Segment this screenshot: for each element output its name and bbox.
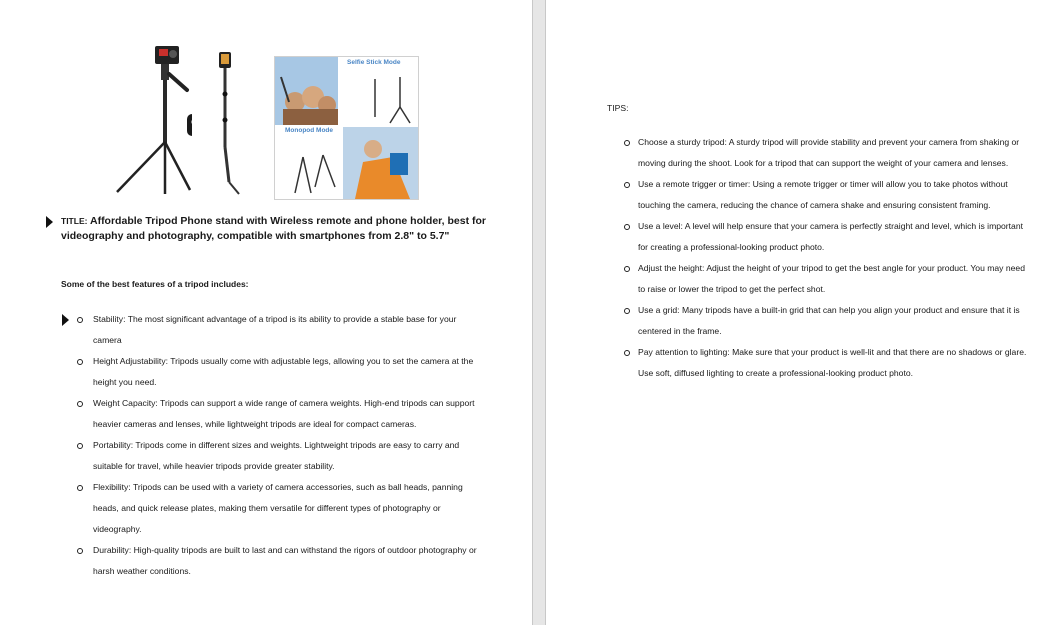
bullet-circle-icon <box>624 266 630 272</box>
list-item <box>62 309 482 351</box>
page-divider <box>532 0 533 625</box>
title-text: Affordable Tripod Phone stand with Wireless remote and phone holder, best for videography and photography, compatible with smartphones from 2.8" to 5.7" <box>61 215 487 242</box>
bullet-circle-icon <box>624 140 630 146</box>
usage-modes-photo <box>274 56 419 200</box>
tip-text: Use a remote trigger or timer: Using a remote trigger or timer will allow you to take photos without touching the camera, reducing the chance of camera shake and ensuring consistent framing. <box>638 179 1008 210</box>
list-item <box>624 132 1029 174</box>
bullet-circle-icon <box>77 443 83 449</box>
features-heading: Some of the best features of a tripod includes: <box>61 279 249 289</box>
monopod-image <box>207 42 257 202</box>
tip-text: Pay attention to lighting: Make sure that your product is well-lit and that there are no shadows or glare. Use soft, diffused lighting to create a professional-looking product photo. <box>638 347 1027 378</box>
list-item <box>624 258 1029 300</box>
bullet-circle-icon <box>624 224 630 230</box>
bullet-circle-icon <box>77 359 83 365</box>
list-item <box>62 540 482 582</box>
list-item <box>62 351 482 393</box>
bullet-circle-icon <box>77 401 83 407</box>
bullet-circle-icon <box>77 485 83 491</box>
feature-text: Portability: Tripods come in different sizes and weights. Lightweight tripods are easy to carry and suitable for travel, while heavier tripods provide greater stability. <box>93 440 460 471</box>
tip-text: Choose a sturdy tripod: A sturdy tripod will provide stability and prevent your camera from shaking or moving during the shoot. Look for a tripod that can support the weight of your camera and lenses. <box>638 137 1020 168</box>
list-item <box>624 174 1029 216</box>
list-item <box>62 393 482 435</box>
product-images <box>112 42 422 202</box>
tip-text: Adjust the height: Adjust the height of your tripod to get the best angle for your product. You may need to raise or lower the tripod to get the perfect shot. <box>638 263 1025 294</box>
feature-text: Height Adjustability: Tripods usually come with adjustable legs, allowing you to set the camera at the height you need. <box>93 356 474 387</box>
list-item <box>624 216 1029 258</box>
tip-text: Use a level: A level will help ensure that your camera is perfectly straight and level, which is important for creating a professional-looking product photo. <box>638 221 1023 252</box>
collapse-arrow-icon[interactable] <box>46 216 53 228</box>
selfie-mode-label: Selfie Stick Mode <box>347 59 401 66</box>
document-page-right <box>546 0 1047 625</box>
tips-list <box>624 132 1029 384</box>
list-item <box>624 300 1029 342</box>
tips-heading: TIPS: <box>607 103 629 113</box>
title-prefix: TITLE: <box>61 216 88 226</box>
bullet-circle-icon <box>77 548 83 554</box>
feature-text: Flexibility: Tripods can be used with a variety of camera accessories, such as ball heads, panning heads, and quick release plates, making them versatile for different types of photography or videography. <box>93 482 463 534</box>
list-item <box>62 477 482 540</box>
bullet-circle-icon <box>77 317 83 323</box>
feature-text: Weight Capacity: Tripods can support a wide range of camera weights. High-end tripods can support heavier cameras and lenses, while lightweight tripods are ideal for compact cameras. <box>93 398 475 429</box>
tripod-camera-image <box>112 42 192 202</box>
bullet-circle-icon <box>624 182 630 188</box>
tip-text: Use a grid: Many tripods have a built-in grid that can help you align your product and ensure that it is centered in the frame. <box>638 305 1020 336</box>
bullet-circle-icon <box>624 350 630 356</box>
list-item <box>624 342 1029 384</box>
feature-text: Durability: High-quality tripods are built to last and can withstand the rigors of outdoor photography or harsh weather conditions. <box>93 545 477 576</box>
features-list <box>62 309 482 582</box>
feature-text: Stability: The most significant advantage of a tripod is its ability to provide a stable base for your camera <box>93 314 457 345</box>
list-item <box>62 435 482 477</box>
monopod-mode-label: Monopod Mode <box>285 127 334 134</box>
bullet-circle-icon <box>624 308 630 314</box>
